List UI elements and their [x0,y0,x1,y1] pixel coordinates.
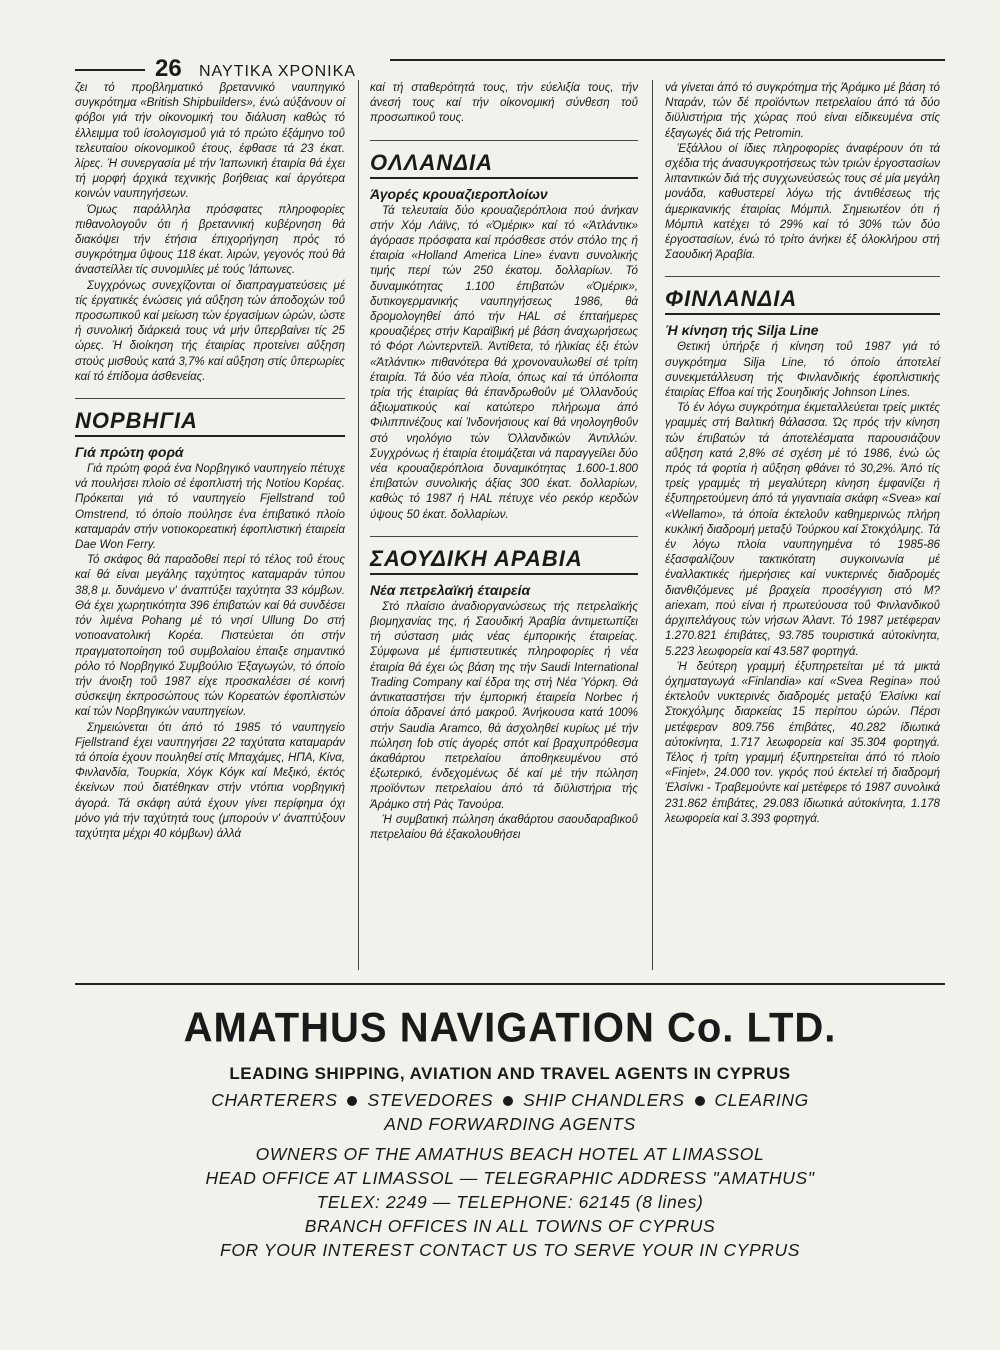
ad-services-continued: AND FORWARDING AGENTS [384,1114,636,1134]
section-header-netherlands [370,149,638,179]
paragraph: Στό πλαίσιο άναδιοργανώσεως τής πετρελαϊκής βιομηχανίας της, ή Σαουδική Άραβία άντιμετωπίζει τή σύσταση μιάς νέας έμπορικής έταιρείας. Σύμφωνα μέ έμπιστευτικές πληροφορίες ή νέα έταιρία θά έχει ώς βάση της τήν Saudi International Trading Company καί έδρα της στή Νέα Ύόρκη. Θά άντικαταστήσει τήν έμπορική έταιρεία Norbec ή όποία άδρανεί άπό μακροΰ. Άνήκουσα κατά 100% στήν Saudia Aramco, θά άσχοληθεί κυρίως μέ τήν πώληση fob στίς άγορές σπότ καί βραχυπρόθεσμα άκαθάρτου πετρελαίου άποθηκευμένου στό έξωτερικό, ένδεχομένως δέ καί μέ τήν πώληση προϊόντων πετρελαίου άπό τά διϋλιστήρια τής Άράμκο στή Ράς Τανούρα. [370,599,638,811]
paragraph: Σημειώνεται ότι άπό τό 1985 τό ναυπηγείο Fjellstrand έχει ναυπηγήσει 22 ταχύτατα καταμαράν τά όποία έχουν πουληθεί στίς Μπαχάμες, ΗΠΑ, Κίνα, Φινλανδία, Τουρκία, Χόγκ Κόγκ καί Μεξικό, έκτός έκείνων πού διατέθηκαν στήν ντόπια νορβηγική άγορά. Τά σκάφη αύτά έχουν γίνει περίφημα όχι μόνο γιά τήν ταχύτητά τους (μπορούν ν' άναπτύξουν ταχύτητα μέχρι 40 κόμβων) άλλά [75,720,345,840]
section-rule [370,536,638,537]
header-rule-left [75,69,145,71]
bullet-icon [695,1096,705,1106]
ad-service: CLEARING [714,1090,809,1110]
section-title: ΟΛΛΑΝΔΙΑ [370,149,494,175]
ad-tagline: LEADING SHIPPING, AVIATION AND TRAVEL AGENTS IN CYPRUS [229,1064,791,1083]
advertisement-rule [75,983,945,985]
paragraph: Τό έν λόγω συγκρότημα έκμεταλλεύεται τρείς μικτές γραμμές στή Βαλτική θάλασσα. Ώς πρός τήν κίνηση τών έπιβατών τά άποτελέσματα παρουσιάζουν αΰξηση κατά 2,8% σέ σχέση μέ τό 1986, ένώ ώς πρός τά φορτία ή αΰξηση φθάνει τό 30,2%. Άπό τίς τρείς γραμμές τή μεγαλύτερη κίνηση έμφανίζει ή έξυπηρετούμενη άπό τά γιγαντιαία σκάφη «Svea» καί «Wellamo», τά όποία έκτελοΰν καθημερινώς πλήρη κυκλική διαδρομή μεταξύ Τούρκου καί Στοκχόλμης. Τά έν λόγω πλοία ναυπηγημένα τό 1985-86 έξασφαλίζουν τακτικότατη συγκοινωνία μέ έναλλακτικές ήμερήσιες καί νυκτερινές διαδρομές διανθιζόμενες μέ βραχεία προσέγγιση στό Μ?ariexam, πού είναι ή πρωτεύουσα τοΰ Φινλανδικοΰ άρχιπελάγους τών νήσων Άλαντ. Τό 1987 μετέφεραν 1.270.821 έπιβάτες, 93.785 τουριστικά αύτοκίνητα, 5.223 λεωφορεία καί 43.587 φορτηγά. [665,401,940,658]
paragraph: Τά τελευταία δύο κρουαζιερόπλοια πού άνήκαν στήν Χόμ Λάϊνς, τό «Όμέρικ» καί τό «Άτλάντικ» άγόρασε πρόσφατα καί πρόσθεσε στόν στόλο της ή έταιρία «Holland America Line» έναντι συνολικής τιμής περί τών 250 έκατομ. δολλαρίων. Τό δυναμικότητας 1.100 έπιβατών «Όμέρικ», δυτικογερμανικής ναυπηγήσεως 1986, θά δρομολογηθεί άπό τήν HAL σέ έπταήμερες κρουαζιέρες στήν Καραϊβική μέ βάση άναχωρήσεως τό Φόρτ Λώντερντεϊλ. Άντίθετα, τό ήλικίας έξι έτών «Άτλάντικ» πιθανότερα θά χρονοναυλωθεί σέ τρίτη έταιρία. Τά δύο νέα πλοία, όπως καί τά ύπόλοιπα τρία τής έταιρίας θά έπανδρωθοΰν μέ Όλλανδούς άξιωματικούς καί κατώτερο πλήρωμα άπό Φιλιππινέζους καί Ίνδονήσιους καί θά νηολογηθοΰν στό νηολόγιο τών Όλλανδικών Άντιλλών. Συγχρόνως ή έταιρία έτοιμάζεται νά παραγγείλει δύο νέα κρουαζιερόπλοια δυναμικότητας 1.600-1.800 έπιβατών συνολικής άξίας 300 έκατ. δολλαρίων, καθώς τό 1987 ή HAL πέτυχε νέο ρεκόρ κερδών ύψους 50 έκατ. δολλαρίων. [370,203,638,521]
paragraph: Όμως παράλληλα πρόσφατες πληροφορίες πιθανολογοΰν ότι ή βρεταννική κυβέρνηση θά διακόψει τήν έτήσια έπιχορήγηση πρός τό συγκρότημα ΰψους 118 έκατ. λιρών, γεγονός πού θά άναστείλλει τίς συνομιλίες μέ τούς Ίάπωνες. [75,202,345,277]
column-divider-2 [652,80,653,970]
section-title: ΣΑΟΥΔΙΚΗ ΑΡΑΒΙΑ [370,545,583,571]
paragraph: Συγχρόνως συνεχίζονται οί διαπραγματεύσεις μέ τίς έργατικές ένώσεις γιά αΰξηση τών άποδοχών τοΰ προσωπικοΰ καί μείωση τών έργασίμων ώρών, ώστε ή συνολική διάρκειά τους νά μήν ΰπερβαίνει τίς 25 ώρες. Ή διοίκηση τής έταιρίας προτείνει αΰξηση στούς μισθούς κατά 3,7% καί αΰξηση στίς ΰπερωρίες καί τό έπίδομα άσθενείας. [75,278,345,383]
section-subtitle: Ή κίνηση τής Silja Line [665,322,819,339]
ad-line: BRANCH OFFICES IN ALL TOWNS OF CYPRUS [304,1216,716,1236]
paragraph: νά γίνεται άπό τό συγκρότημα τής Άράμκο μέ βάση τό Νταράν, τών δέ προϊόντων πετρελαίου άπό τά δύο διϋλιστήρια τής χώρας πού είναι είδικευμένα στίς έξαγωγές διά τής Petromin. [665,81,940,140]
paragraph: Γιά πρώτη φορά ένα Νορβηγικό ναυπηγείο πέτυχε νά πουλήσει πλοίο σέ έφοπλιστή τής Νοτίου Κορέας. Πρόκειται γιά τό ναυπηγείο Fjellstrand τοΰ Omstrend, τό όποίο πούλησε ένα έπιβατικό πλοίο καταμαράν στήν νοτιοκορεατική έφοπλιστική έταιρεία Dae Won Ferry. [75,462,345,552]
section-subtitle: Γιά πρώτη φορά [75,444,184,461]
section-header-norway [75,407,345,437]
column-3 [665,80,940,826]
bullet-icon [347,1096,357,1106]
ad-company-name: AMATHUS NAVIGATION Co. LTD. [183,1004,837,1052]
header-rule-right [390,59,945,61]
section-header-saudi-arabia [370,545,638,575]
publication-title: ΝΑΥΤΙΚΑ ΧΡΟΝΙΚΑ [199,63,356,80]
paragraph: ζει τό προβληματικό βρεταννικό ναυπηγικό συγκρότημα «British Shipbuilders», ένώ αύξάνουν οί φόβοι γιά τήν οίκονομική του διάλυση καθώς τό έλλειμμα τοΰ ίσολογισμοΰ γιά τό πρώτο έξάμηνο τοΰ τελευταίου οίκονομικοΰ έτους, έφθασε τά 23 έκατ. λίρες. Ή συνεργασία μέ τήν Ίαπωνική έταιρία θά έχει τή μορφή άρχικά τεχνικής βοήθειας καί άργότερα κοινών ναυπηγήσεων. [75,81,345,201]
ad-service: SHIP CHANDLERS [523,1090,685,1110]
section-title: ΝΟΡΒΗΓΙΑ [75,408,198,434]
section-rule [75,398,345,399]
column-1 [75,80,345,841]
paragraph: Ή συμβατική πώληση άκαθάρτου σαουδαραβικοΰ πετρελαίου θά έξακολουθήσει [370,812,638,841]
section-subtitle: Άγορές κρουαζιεροπλοίων [370,185,548,202]
paragraph: Τό σκάφος θά παραδοθεί περί τό τέλος τοΰ έτους καί θά είναι μεγάλης ταχύτητος καταμαράν τύπου 38,8 μ. δυνάμενο ν' άναπτύξει ταχύτητα 33 κόμβων. Θά έχει χωρητικότητα 396 έπιβατών καί θά συνδέσει τόν λιμένα Pohang μέ τό νησί Ullung Do στή νοτιοανατολική Κορέα. Πιστεύεται ότι στήν πραγματοποίηση τοΰ συμβολαίου έπαιξε σημαντικό ρόλο τό Νορβηγικό Συμβούλιο Έξαγωγών, τό όποίο τήν άνοιξη τοΰ 1987 είχε προσκαλέσει σέ κοινή σύσκεψη έκπροσώπους τών Κορεατών έφοπλιστών καί τών Νορβηγικών ναυπηγείων. [75,553,345,719]
page-number: 26 [155,55,182,82]
ad-line: HEAD OFFICE AT LIMASSOL — TELEGRAPHIC ADDRESS "AMATHUS" [205,1168,815,1188]
paragraph: Ή δεύτερη γραμμή έξυπηρετείται μέ τά μικτά όχηματαγωγά «Finlandia» καί «Svea Regina» πού έκτελοΰν νυκτερινές διαδρομές μεταξύ Έλσίνκι καί Στοκχόλμης διαρκείας 15 περίπου ώρών. Πέρσι μετέφεραν 809.756 έπιβάτες, 40.282 ίδιωτικά αύτοκίνητα, 1.717 λεωφορεία καί 35.304 φορτηγά. Τέλος ή τρίτη γραμμή έξυπηρετείται άπό τό πλοίο «Finjet», 24.000 τον. γκρός πού έκτελεί τή διαδρομή Έλσίνκι - Τραβεμούντε καί μετέφερε τό 1987 συνολικά 231.862 έπιβάτες, 29.083 ίδιωτικά αύτοκίνητα, 1.178 λεωφορεία καί 3.393 φορτηγά. [665,659,940,825]
ad-line: FOR YOUR INTEREST CONTACT US TO SERVE YOUR IN CYPRUS [220,1240,800,1260]
paragraph: Έξάλλου οί ίδιες πληροφορίες άναφέρουν ότι τά σχέδια τής άνασυγκροτήσεως τών τριών έργοστασίων λιπαντικών διά τής συγχωνεύσεώς τους σέ μία μεγάλη μονάδα, καθυστερεί λόγω τής άντιθέσεως τής άμερικανικής έταιρίας Μόμπιλ. Σημειωτέον ότι ή Μόμπιλ κατέχει τό 29% καί τό 30% τών δύο έργοστασίων, ένώ τό τρίτο άνήκει έξ όλοκλήρου στή Σαουδική Άραβία. [665,141,940,262]
column-divider-1 [358,80,359,970]
section-rule [665,276,940,277]
bullet-icon [503,1096,513,1106]
paragraph: Θετική ύπήρξε ή κίνηση τοΰ 1987 γιά τό συγκρότημα Silja Line, τό όποίο άποτελεί συνεκμετάλλευση τής Φινλανδικής έφοπλιστικής έταιρίας Effoa καί τής Σουηδικής Johnson Lines. [665,340,940,400]
advertisement [75,990,945,1262]
ad-services [75,1088,945,1112]
section-subtitle: Νέα πετρελαϊκή έταιρεία [370,581,531,598]
ad-line: OWNERS OF THE AMATHUS BEACH HOTEL AT LIMASSOL [255,1144,765,1164]
column-2 [370,80,638,842]
section-title: ΦΙΝΛΑΝΔΙΑ [665,286,798,312]
ad-service: CHARTERERS [211,1090,338,1110]
ad-service: STEVEDORES [367,1090,494,1110]
section-header-finland [665,285,940,315]
paragraph: καί τή σταθερότητά τους, τήν εύελιξία τους, τήν άνεσή τους καί τήν οίκονομική σύνθεση τοΰ προσωπικοΰ τους. [370,81,638,125]
section-rule [370,140,638,141]
ad-line: TELEX: 2249 — TELEPHONE: 62145 (8 lines) [316,1192,704,1212]
